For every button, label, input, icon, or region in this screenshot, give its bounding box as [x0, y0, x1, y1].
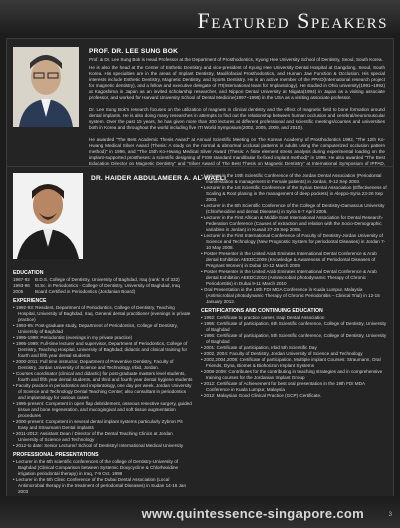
speaker-name-alwaeli: DR. HAIDER ABDULAMEER A. AL-WAELI	[91, 175, 227, 182]
footer-bar	[0, 496, 400, 528]
right-column	[201, 173, 387, 399]
presentations-heading: PROFESSIONAL PRESENTATIONS	[13, 452, 99, 458]
experience-item: • Courses coordinator (clinical and didactic) for post-graduate masters level students, fourth and fifth year dental students, and third and fourth year dental hygiene students	[13, 371, 193, 383]
experience-item: • Faculty practice in periodontics and implantology, one day per week, Jordan University of Science and Technology Dental Teaching Center; also consultant in periodontics and implantology for various cases	[13, 383, 193, 401]
education-row	[13, 289, 193, 295]
bio-paragraph: Prof. & Dr. Lee Sung Bok is Head Professor at the Department of Prosthodontics, Kyung Hee University School of Dentistry, Seoul, South Korea.	[89, 57, 383, 62]
presentation-item: • Poster Presenter in the United Arab Emirates International Dental Conference & Arab dental Exhibition AEEDC2009 (Knowledge & Awareness of Periodontal Diseases of Pregnant Women) in Dubai 10-12 March 2009	[201, 251, 387, 269]
presentation-item: • Lecturer in the 1st Scientific Conference of the Syrian Dental Association (Effectiveness of Scaling & Root planing in the management of deep pockets) in Aleppo-Syria 23-26 Sep 2003.	[201, 185, 387, 203]
presentation-item: • Oral Presentation in the 19th FDI MDA Conference in Kuala Lumpur, Malaysia (Antimicrobial photodynamic Therapy of Chronic Periodontitis – Clinical Trial) in 12-15 January 2012.	[201, 287, 387, 305]
presentation-item: • Lecturer in the First African & Middle East International Association for Dental Research-Federation Conference (Causes of extraction and relation with the Socio-Demographic variables in Jordan) in Kuwait 27-29 Sep 2005.	[201, 215, 387, 233]
education-year: 1993-96	[13, 283, 30, 288]
education-text: B.D.S. College of Dentistry, University of Baghdad, Iraq (rank: 8 of 332)	[35, 277, 180, 282]
experience-item: • 1993-95: Post-graduate study, Department of Periodontics, College of Dentistry, University of Baghdad	[13, 323, 193, 335]
presentation-item: • Poster Presenter in the United Arab Emirates International Dental Conference & Arab dental Exhibition AEEDC2010 (Antimicrobial photodynamic Therapy of Chronic Periodontitis) in Dubai 9-11 March 2010	[201, 269, 387, 287]
education-year: 1987-92	[13, 277, 30, 282]
experience-item: • 1995-present: Competent in open flap debridement, osseous resective surgery, guided tissue and bone regeneration, and mucogingival and soft tissue augmentation procedures	[13, 401, 193, 419]
certification-item: • 1992: Certificate to practice career, Iraqi Dental Association	[201, 315, 387, 321]
bio-paragraph: Dr. Lee Sung Bok's research focuses on the utilization of magnets in clinical dentistry and the effect of magnetic field to bone formation around dental implants. He is also doing many researches in attempts to find out the relationship between human occlusion and cerebral/neuromuscular system. Over the past 15 years, he has given more than 200 lectures at different professional and scientific meetings/courses and universities both in Korea and throughout the world including five ITI World Symposium(2002, 2005, 2009, and 2010).	[89, 107, 385, 130]
left-column	[13, 267, 193, 495]
certification-item: • 2002, 2004: Faculty of Dentistry, Jordan University of Science and Technology	[201, 351, 387, 357]
experience-item: • 2000-present: Competent in several dental implant systems particularly Zybron Pit Easy and Straumann Dental implants	[13, 419, 193, 431]
education-text: Board Certified in Periodontics (Jordanian Board)	[35, 289, 136, 294]
certification-item: • 1995: Certificate of participation, 5th Scientific conference, College of Dentistry, University of Baghdad	[201, 333, 387, 345]
page-title: Featured Speakers	[197, 8, 388, 33]
experience-item: • 2000-2011: Full time instructor, Department of Preventive Dentistry, Faculty of Dentistry, Jordan University of Science and Technology, Irbid, Jordan.	[13, 359, 193, 371]
certification-item: • 2001: Certificate of participation, Irbid 5th Scientific Day	[201, 345, 387, 351]
speaker-photo-alwaeli	[13, 173, 83, 259]
presentation-item: • Lecturer in the 6th scientific conferences of the college of Dentistry-University of Baghdad (Clinical Comparison between Systemic Doxycycline & Chlorhexidine irrigation periodontal therapy) in Iraq, 7-9 Oct. 1998	[13, 459, 193, 477]
presentation-item: • Lecturer in the First International Conference of Faculty of Dentistry-Jordan University of Science and Technology (New Prognostic System for periodontal Diseases) in Jordan 7-10 May 2008.	[201, 233, 387, 251]
header-banner	[0, 0, 400, 36]
presentation-item: • Lecturer in the 5th Clinic Conference of the Dubai Dental Association (Local Antimicrobial therapy in the treatment of periodontal Diseases) in Sudan 14-16 Jan 2003	[13, 477, 193, 495]
experience-item: • 1995-1999: Periodontist (evenings in my private practice)	[13, 335, 193, 341]
education-year: 2005	[13, 289, 24, 294]
experience-item: • 1992-93: Resident, Department of Periodontics, College of Dentistry, Teaching Hospital, University of Baghdad, Iraq. General dental practitioner (evenings in private practice)	[13, 305, 193, 323]
experience-item: • 1995-1999: Full-time lecturer and supervisor, Department of Periodontics, College of Dentistry, Teaching Hospital, University of Baghdad; didactic and clinical training for fourth and fifth year dental students	[13, 341, 193, 359]
education-text: M.Sc. in Periodontics - College of Dentistry, University of Baghdad, Iraq	[35, 283, 180, 288]
certification-item: • 2008-2009: Contributes for the contributing in teaching strategies and in comprehensive training courses for the Jordanian Implant Group	[201, 369, 387, 381]
page-number: 3	[388, 512, 392, 518]
website-link[interactable]: www.quintessence-singapore.com	[141, 506, 364, 521]
certifications-heading: CERTIFICATIONS AND CONTINUING EDUCATION	[201, 308, 323, 314]
speaker-card-alwaeli	[6, 166, 394, 498]
presentation-item: • Lecturer in the 6th Scientific Conference of the College of Dentistry-Damascus University (Chlorhexidine and dental Diseases) in Syria 5-7 April 2005.	[201, 203, 387, 215]
speaker-photo-lee	[13, 47, 79, 127]
experience-item: • 2011-2012: Assistant Dean / Director of the Dental Teaching Clinics at Jordan University of Science and Technology	[13, 431, 193, 443]
presentation-item: • Lecturer in the 19th Scientific Conference of the Jordan Dental Association (Periodontal manifestation & management in Female patients) in Jordan, 9-12 Sep 2003.	[201, 173, 387, 185]
experience-heading: EXPERIENCE	[13, 298, 47, 304]
speaker-name-lee: PROF. DR. LEE SUNG BOK	[89, 48, 179, 55]
experience-item: • 2012-to date: Senior Lecturer/ School of Dentistry/ International Medical University	[13, 443, 193, 449]
education-heading: EDUCATION	[13, 270, 44, 276]
certification-item: • 2002,2004,2008: Certificate of participation, Multiple implant Courses: Straumann, Oral Friends, Dyna, Biomet & Biohorizon Implant Systems	[201, 357, 387, 369]
speaker-card-lee	[6, 38, 394, 168]
certification-item: • 1995: Certificate of participation, 6th Scientific conference, College of Dentistry, University of Baghdad	[201, 321, 387, 333]
bio-paragraph: He is also the head at the Center of Esthetic Dentistry and vice-president of Kyung Hee University Dental Hospital at Gangdong, Seoul, South Korea. His specialties are in the areas of Implant Dentistry, Maxillofacial Prosthodontics, and Human Jaw Function & Occlusion. His special interests include Esthetic Dentistry, Magnetic Dentistry, and Sports Dentistry. He is an active member of the PPAD(International research project for magnetic dentistry), and a fellow and executive delegate of ITI(International team for Implantology). He studied in Ohio university(1991~1992) at Kagoshima in Japan as an invited scholarship researcher, and Nippon Dental University at Niigata(1994) in Japan as a visiting associate professor, and worked for Harvard University School of Dental Medicine(1997~1998) in the USA as a visiting associate professor.	[89, 65, 385, 100]
bio-paragraph: He awarded "The Best Academic Thesis Award" at Annual Scientific Meeting on The Korean Academy of Prosthodontics 1992, "The 12th Ko-Hwang Medical Silver Award (Thesis: A study on the normal & abnormal occlusal patterns in adults using the computerized occlusion pattern method)" in 1996, and "The 15th Ko-Hwang Medical Silver Award (Thesis: A finite element stress analysis during experimental loading on the implant-supported prostheses: a scientific designing of FSW standard mandibular fix-fixed implant method)" in 1998. He also awarded "The Best Education Director on Magnetic Dentistry" and "Silver Award of The Best Thesis on Magnetic Dentistry" at International Symposium of IPPAD,	[89, 137, 385, 166]
speaker-bio-lee	[89, 49, 385, 173]
certification-item: • 2012: Malaysian Good Clinical Practice (GCP) Certificate.	[201, 393, 387, 399]
certification-item: • 2012: Certificate of Achievement for best oral presentation in the 19th FDI MDA Conference in Kuala Lumpur, Malaysia	[201, 381, 387, 393]
